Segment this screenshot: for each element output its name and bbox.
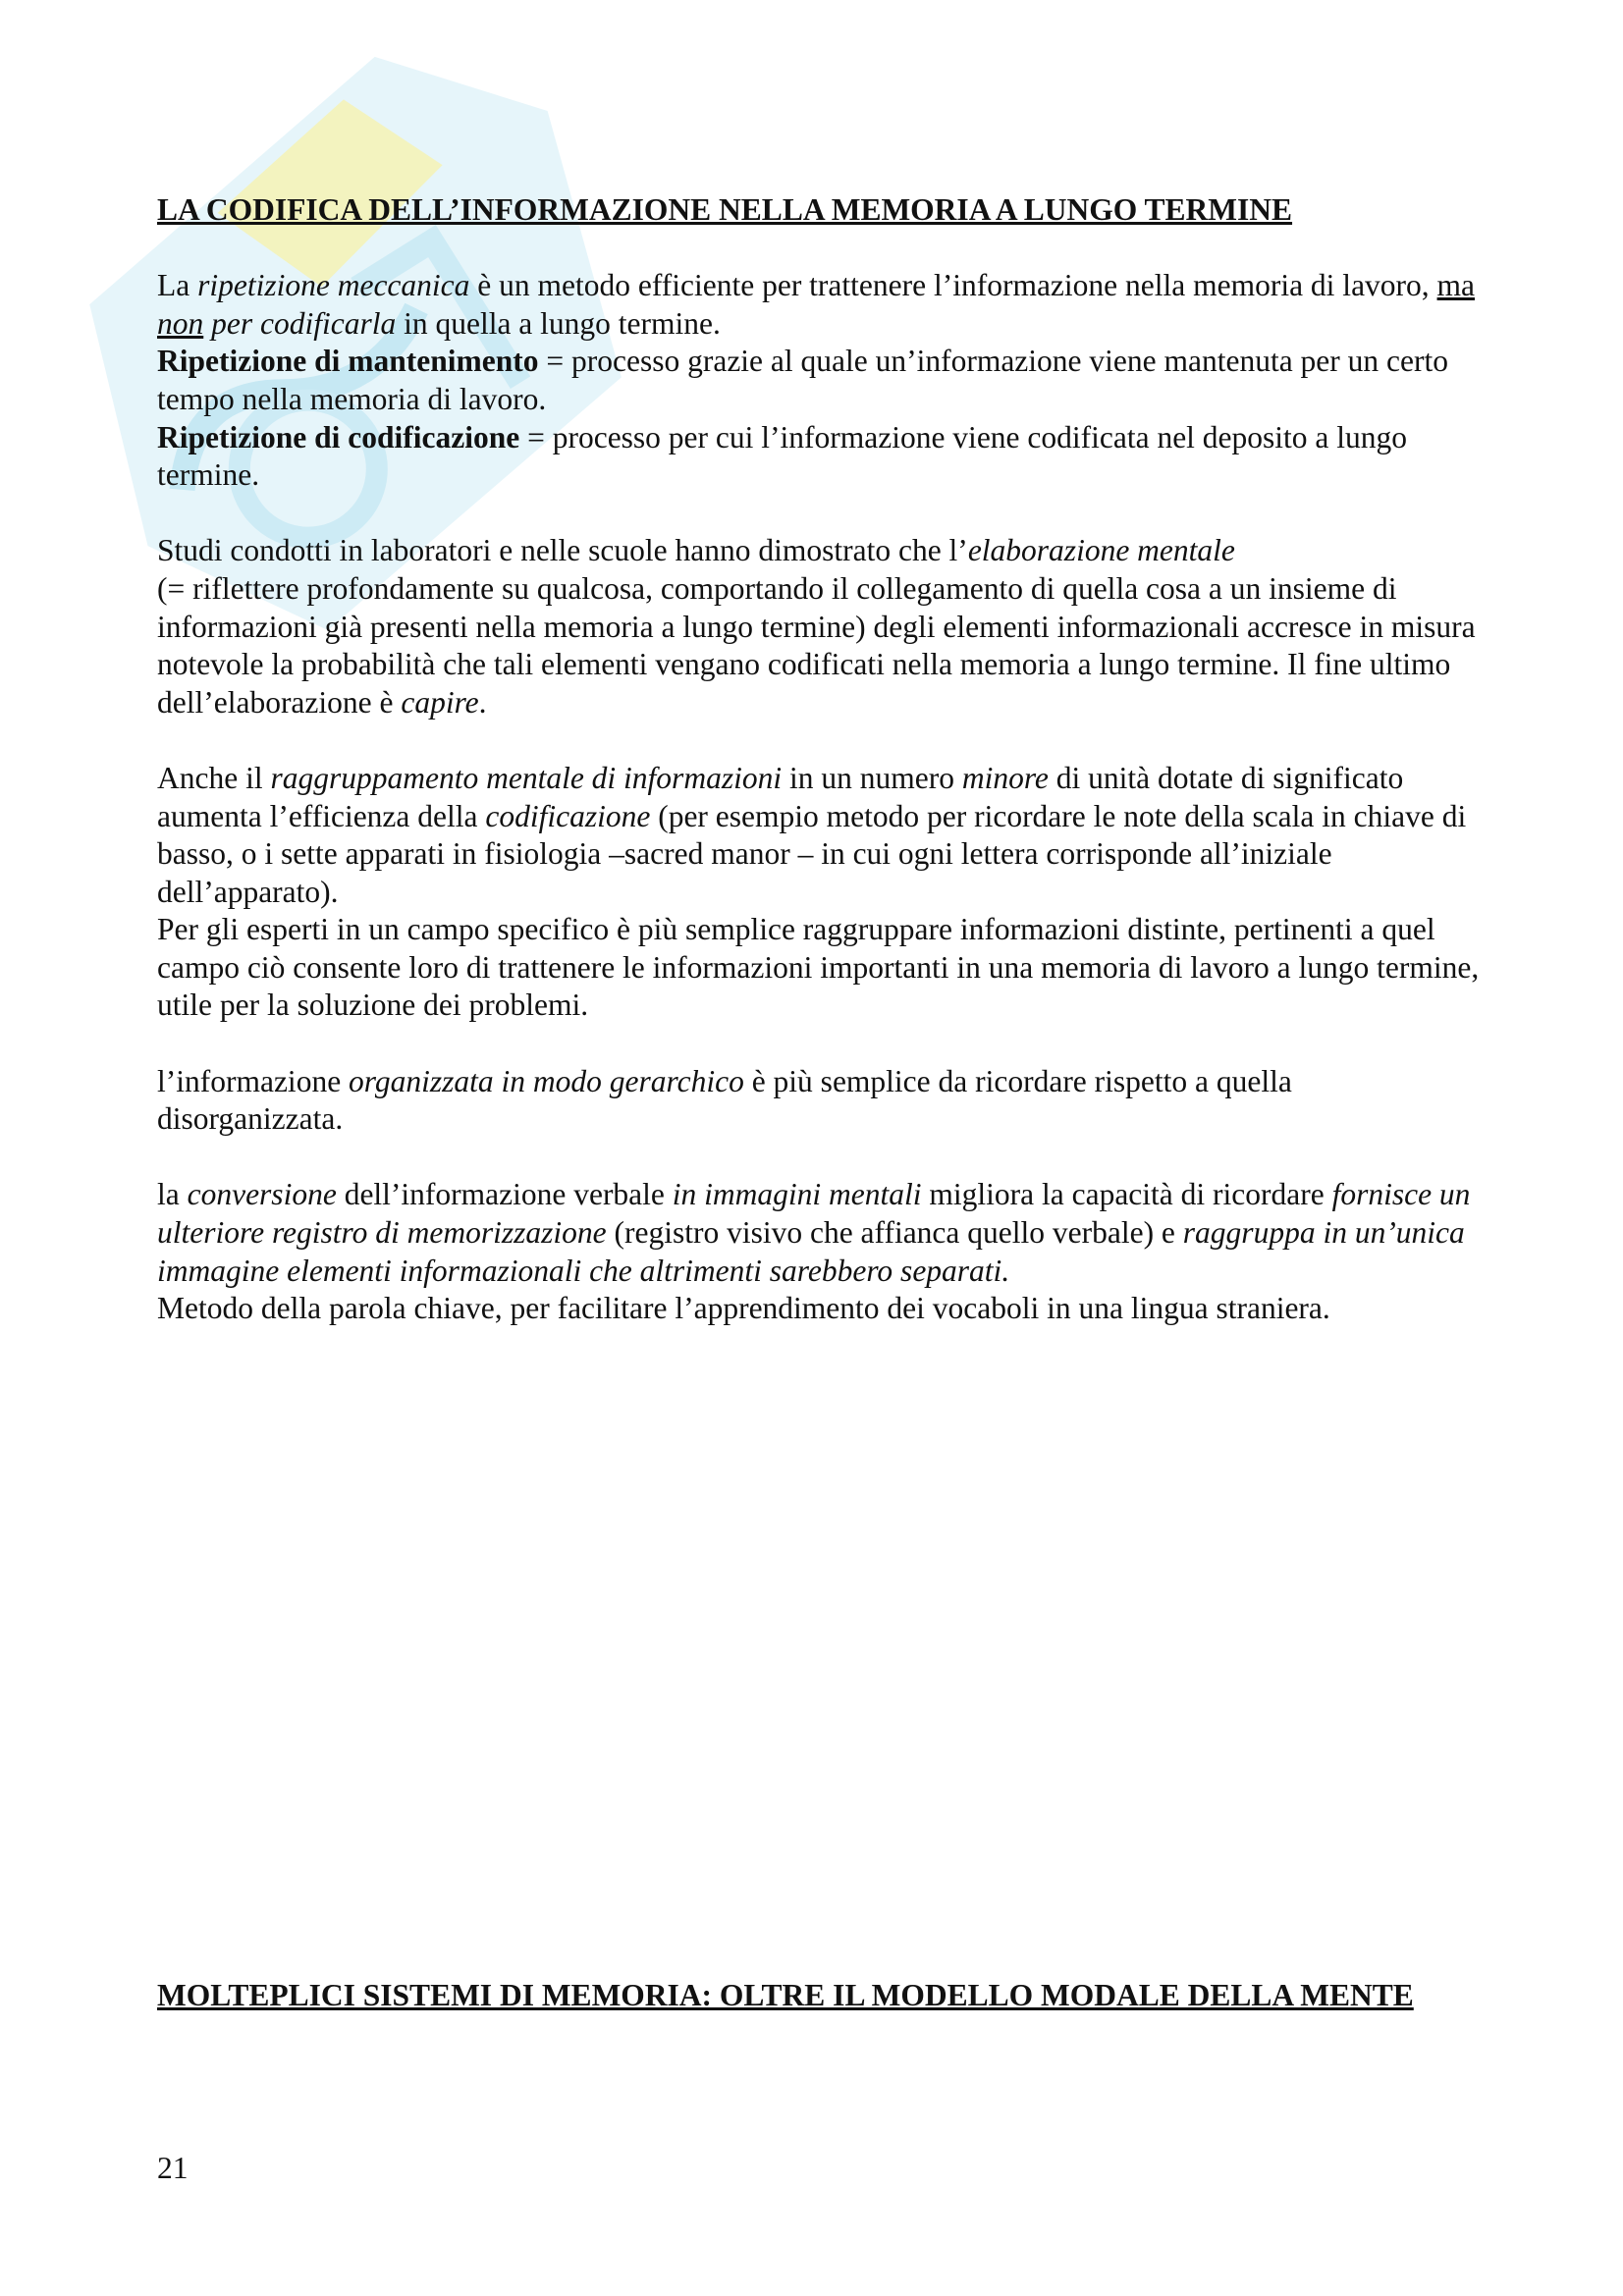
paragraph-esperti xyxy=(157,911,1483,1025)
text: (= riflettere profondamente su qualcosa, comportando il collegamento di quella cosa a un insieme di informazioni già presenti nella memoria a lungo termine) degli elementi informazionali accresce in misura notevole la probabilità che tali elementi vengano codificati nella memoria a lungo termine. Il fine ultimo dell’elaborazione è xyxy=(157,570,1476,720)
section-heading-2: MOLTEPLICI SISTEMI DI MEMORIA: OLTRE IL MODELLO MODALE DELLA MENTE xyxy=(157,1978,1414,2012)
text: in quella a lungo termine. xyxy=(396,305,721,341)
text: migliora la capacità di ricordare xyxy=(921,1177,1332,1212)
paragraph-ripetizione xyxy=(157,267,1483,343)
text: (registro visivo che affianca quello verbale) e xyxy=(606,1215,1183,1251)
text: Anche il xyxy=(157,760,271,795)
italic-text: per codificarla xyxy=(203,305,397,341)
italic-text: raggruppamento mentale di informazioni xyxy=(270,760,783,795)
italic-text: elaborazione mentale xyxy=(967,533,1235,568)
text: Per gli esperti in un campo specifico è più semplice raggruppare informazioni distinte, pertinenti a quel campo xyxy=(157,912,1435,985)
text: = processo grazie al quale un’informazione viene mantenuta per un certo tempo nella memoria di lavoro. xyxy=(157,344,1448,416)
italic-text: capire xyxy=(401,684,479,720)
section-heading: LA CODIFICA DELL’INFORMAZIONE NELLA MEMORIA A LUNGO TERMINE xyxy=(157,192,1293,227)
text: la xyxy=(157,1177,188,1212)
text: Studi condotti in laboratori e nelle scuole hanno dimostrato che l’ xyxy=(157,533,968,568)
text: ciò consente loro di trattenere le informazioni importanti in una memoria di lavoro a lungo termine, utile per la soluzione dei problemi. xyxy=(157,949,1480,1023)
text: di unità dotate di significato aumenta l’efficienza della xyxy=(157,760,1404,833)
underlined-italic-text: non xyxy=(157,305,204,341)
text: (per esempio metodo per ricordare le note della scala in chiave di basso, o i sette apparati in fisiologia –sacred manor – in cui ogni lettera corrisponde all’iniziale dell’apparato). xyxy=(157,798,1467,909)
italic-text: conversione xyxy=(187,1177,337,1212)
paragraph-elaborazione-cont xyxy=(157,570,1483,721)
underlined-text: ma xyxy=(1436,268,1476,303)
paragraph-parola-chiave xyxy=(157,1290,1483,1328)
text: dell’informazione verbale xyxy=(336,1177,673,1212)
paragraph-conversione xyxy=(157,1176,1483,1290)
italic-text: minore xyxy=(961,760,1049,795)
text: . xyxy=(478,684,487,720)
italic-text: fornisce un ulteriore registro di memorizzazione xyxy=(157,1177,1471,1251)
text: in un numero xyxy=(782,760,962,795)
italic-text: organizzata in modo gerarchico xyxy=(349,1063,744,1098)
document-body xyxy=(157,191,1483,1328)
paragraph-gerarchico xyxy=(157,1063,1483,1139)
page-number: 21 xyxy=(157,2151,189,2185)
paragraph-raggruppamento xyxy=(157,760,1483,911)
text: l’informazione xyxy=(157,1063,350,1098)
text: Metodo della parola chiave, per facilitare l’apprendimento dei vocaboli in una lingua straniera. xyxy=(157,1291,1330,1326)
definition-codificazione xyxy=(157,419,1483,495)
italic-text: in immagini mentali xyxy=(672,1177,922,1212)
bold-term: Ripetizione di mantenimento xyxy=(157,344,539,379)
bold-term: Ripetizione di codificazione xyxy=(157,419,520,454)
italic-text: codificazione xyxy=(485,798,651,833)
paragraph-elaborazione xyxy=(157,532,1483,570)
text: è un metodo efficiente per trattenere l’informazione nella memoria di lavoro, xyxy=(469,268,1437,303)
italic-text: raggruppa in un’unica immagine elementi informazionali che altrimenti sarebbero separati. xyxy=(157,1215,1465,1288)
italic-text: ripetizione meccanica xyxy=(197,268,470,303)
text: è più semplice da ricordare rispetto a quella disorganizzata. xyxy=(157,1063,1292,1137)
text: La xyxy=(157,268,198,303)
definition-mantenimento xyxy=(157,343,1483,418)
text: = processo per cui l’informazione viene codificata nel deposito a lungo termine. xyxy=(157,419,1408,493)
